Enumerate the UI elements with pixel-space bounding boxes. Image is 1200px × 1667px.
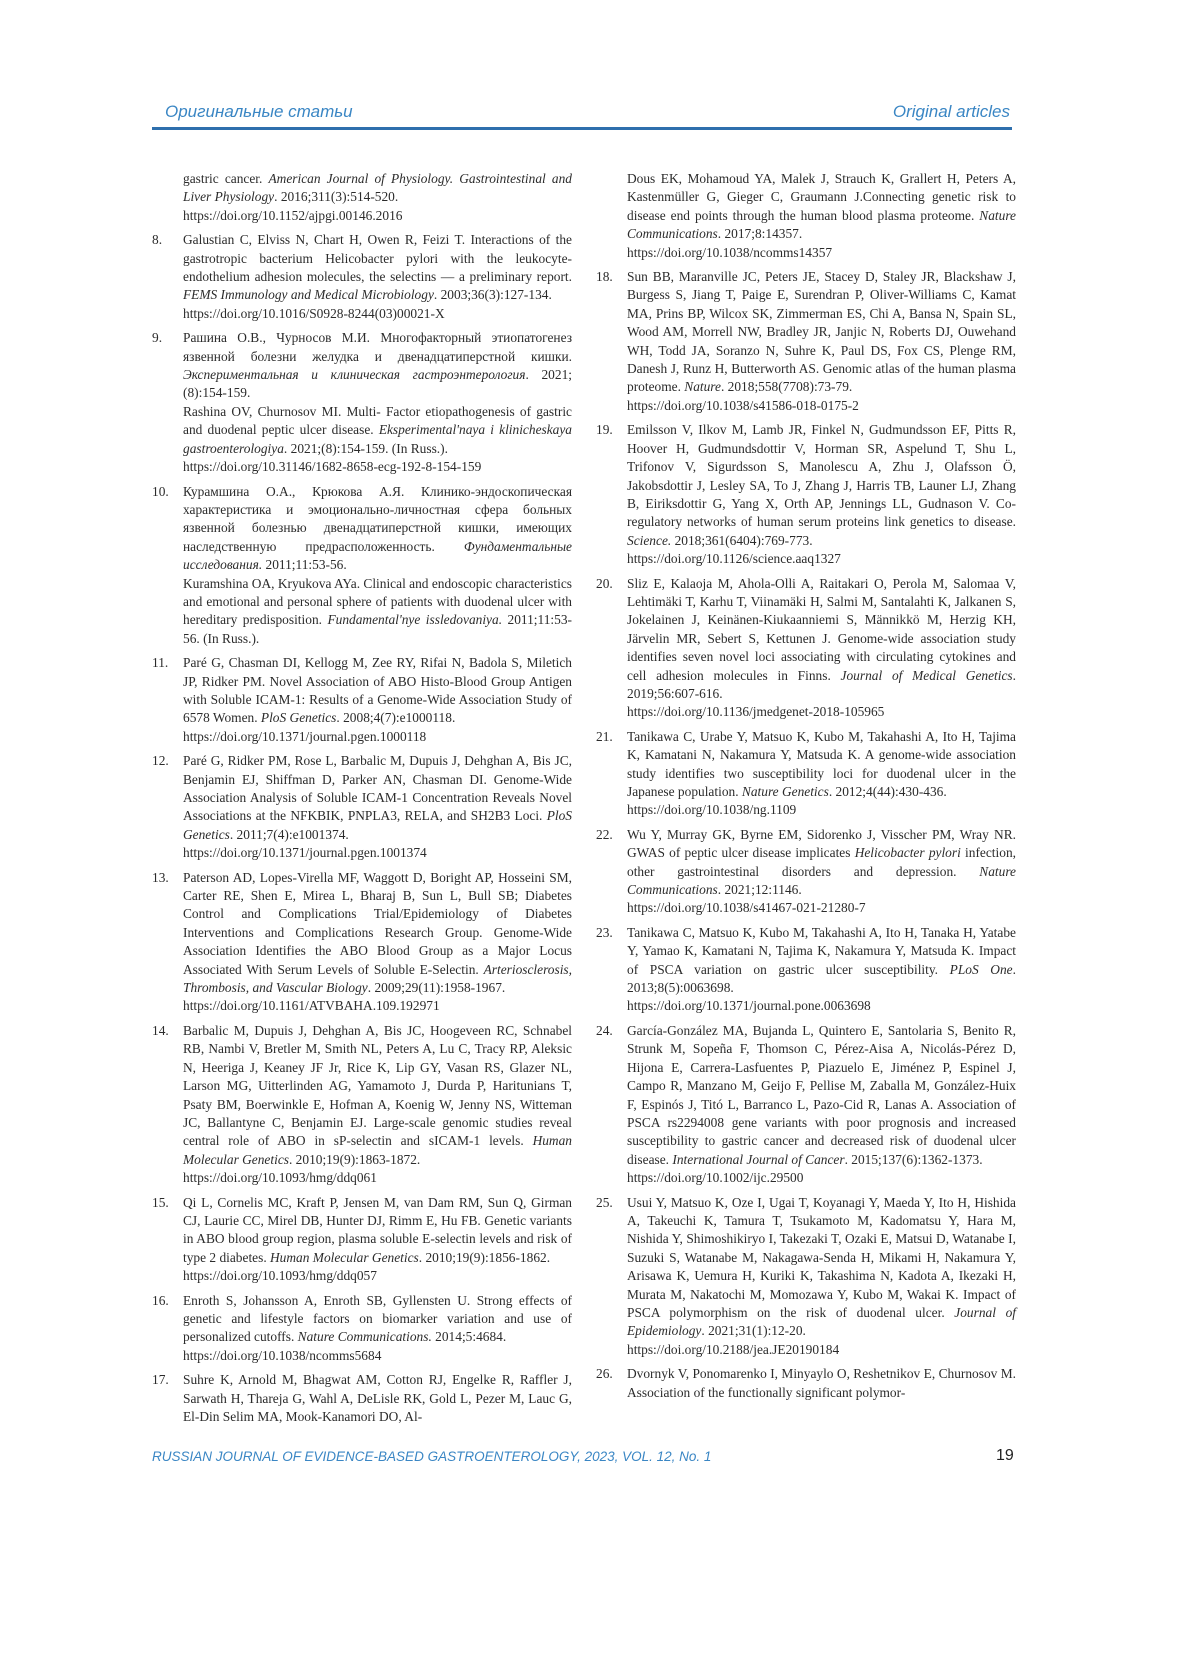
- citation: [183, 1292, 572, 1347]
- doi-link[interactable]: https://doi.org/10.1002/ijc.29500: [627, 1170, 804, 1186]
- reference-number: 19.: [596, 422, 613, 438]
- citation: [183, 575, 572, 649]
- journal-title: PLoS One: [949, 961, 1013, 977]
- reference-item: [152, 1292, 572, 1366]
- journal-title: FEMS Immunology and Medical Microbiology: [183, 287, 434, 303]
- reference-text: [627, 1194, 1016, 1360]
- citation-text: García-González MA, Bujanda L, Quintero E, Santolaria S, Benito R, Strunk M, Sopeña F, Thomson C, Pérez-Aisa A, Nicolás-Pérez D, Hijona E, Carrera-Lasfuentes P, Piazuelo E, Jiménez P, Espinel J, Campo R, Manzano M, Geijo F, Pellise M, Zaballa M, González-Huix F, Espinós J, Titó L, Barranco L, Pazo-Cid R, Lanas A. Association of PSCA rs2294008 gene variants with poor prognosis and increased susceptibility to gastric cancer and decreased risk of duodenal ulcer disease.: [627, 1022, 1016, 1167]
- reference-number: 21.: [596, 728, 613, 744]
- citation: [183, 752, 572, 844]
- reference-number: 8.: [152, 232, 163, 248]
- reference-text: [183, 1022, 572, 1188]
- reference-text: [627, 421, 1016, 568]
- citation: [627, 1194, 1016, 1341]
- journal-title: Фундаментальные исследования.: [183, 538, 572, 573]
- doi-link[interactable]: https://doi.org/10.1016/S0928-8244(03)00021-X: [183, 305, 445, 321]
- reference-item: [596, 924, 1016, 1016]
- reference-item: [152, 654, 572, 746]
- reference-item: [152, 1371, 572, 1426]
- citation-text: Emilsson V, Ilkov M, Lamb JR, Finkel N, Gudmundsson EF, Pitts R, Hoover H, Gudmundsdottir V, Horman SR, Aspelund T, Shu L, Trifonov V, Sigurdsson S, Manolescu A, Zhu J, Olafsson Ö, Jakobsdottir J, Lesley SA, To J, Zhang J, Harris TB, Launer LJ, Zhang B, Eiriksdottir G, Yang X, Orth AP, Jennings LL, Gudnason V. Co-regulatory networks of human serum proteins link genetics to disease.: [627, 422, 1016, 530]
- citation-text: . 2010;19(9):1863-1872.: [288, 1151, 421, 1167]
- citation-text: . 2010;19(9):1856-1862.: [418, 1249, 551, 1265]
- journal-title: Eksperimental'naya i klinicheskaya gastroenterologiya: [183, 422, 573, 456]
- header-divider: [152, 127, 1012, 130]
- citation-text: Kuramshina OA, Kryukova AYa. Clinical and endoscopic characteristics and emotional and personal sphere of patients with duodenal ulcer with hereditary predisposition.: [183, 575, 572, 628]
- citation-text: Enroth S, Johansson A, Enroth SB, Gyllensten U. Strong effects of genetic and lifestyle factors on biomarker variation and use of personalized cutoffs.: [183, 1292, 572, 1345]
- citation-text: Wu Y, Murray GK, Byrne EM, Sidorenko J, Visscher PM, Wray NR. GWAS of peptic ulcer disease implicates: [627, 826, 1016, 861]
- reference-item: [152, 869, 572, 1016]
- page-number: 19: [996, 1447, 1014, 1464]
- journal-title: Journal of Medical Genetics: [840, 667, 1013, 683]
- journal-title: Arteriosclerosis, Thrombosis, and Vascular Biology: [183, 961, 572, 996]
- journal-title: Nature Communications: [627, 207, 1016, 242]
- reference-item: [152, 1194, 572, 1286]
- citation-text: 2014;5:4684.: [431, 1329, 507, 1345]
- reference-item: [152, 231, 572, 323]
- journal-footer: RUSSIAN JOURNAL OF EVIDENCE-BASED GASTROENTEROLOGY, 2023, VOL. 12, No. 1: [152, 1449, 712, 1464]
- reference-text: [183, 654, 572, 746]
- doi-link[interactable]: https://doi.org/10.1371/journal.pgen.1001374: [183, 845, 427, 861]
- citation: [627, 924, 1016, 998]
- journal-title: Human Molecular Genetics: [183, 1133, 572, 1167]
- reference-number: 20.: [596, 575, 613, 591]
- reference-number: 14.: [152, 1022, 169, 1038]
- citation-text: . 2011;7(4):e1001374.: [229, 826, 349, 842]
- reference-text: [183, 869, 572, 1016]
- citation-text: Tanikawa C, Matsuo K, Kubo M, Takahashi A, Ito H, Tanaka H, Yatabe Y, Yamao K, Kamatani N, Tajima K, Nakamura Y, Matsuda K. Impact of PSCA variation on gastric ulcer susceptibility.: [627, 924, 1016, 977]
- citation-text: Dous EK, Mohamoud YA, Malek J, Strauch K, Grallert H, Peters A, Kastenmüller G, Gieger C, Graumann J.Connecting genetic risk to disease end points through the human blood plasma proteome.: [627, 171, 1016, 223]
- reference-number: 17.: [152, 1372, 169, 1388]
- doi-link[interactable]: https://doi.org/10.1038/ncomms14357: [627, 244, 833, 260]
- citation-text: . 2012;4(44):430-436.: [828, 784, 947, 799]
- citation: [627, 1365, 1016, 1402]
- citation: [627, 1022, 1016, 1169]
- doi-link[interactable]: https://doi.org/10.1038/ng.1109: [627, 802, 797, 818]
- journal-title: Nature Genetics: [741, 784, 829, 799]
- reference-text: [183, 170, 572, 225]
- citation-text: Рашина О.В., Чурносов М.И. Многофакторный этиопатогенез язвенной болезни желудка и двенадцатиперстной кишки.: [183, 330, 572, 364]
- journal-title: Human Molecular Genetics: [270, 1249, 419, 1265]
- section-title-en: Original articles: [892, 102, 1010, 121]
- journal-title: PloS Genetics: [260, 710, 337, 726]
- doi-link[interactable]: https://doi.org/10.1152/ajpgi.00146.2016: [183, 207, 403, 223]
- citation-text: . 2013;8(5):0063698.: [627, 961, 1016, 996]
- doi-link[interactable]: https://doi.org/10.2188/jea.JE20190184: [627, 1341, 840, 1357]
- section-title-ru: Оригинальные статьи: [165, 102, 353, 121]
- reference-text: [183, 231, 572, 323]
- doi-link[interactable]: https://doi.org/10.1093/hmg/ddq057: [183, 1268, 377, 1284]
- citation-text: Suhre K, Arnold M, Bhagwat AM, Cotton RJ, Engelke R, Raffler J, Sarwath H, Thareja G, Wahl A, DeLisle RK, Gold L, Pezer M, Lauc G, El-Din Selim MA, Mook-Kanamori DO, Al-: [183, 1372, 572, 1424]
- reference-text: [627, 826, 1016, 918]
- reference-text: [627, 728, 1016, 820]
- citation-text: Galustian C, Elviss N, Chart H, Owen R, Feizi T. Interactions of the gastrotropic bacterium Helicobacter pylori with the leukocyte-endothelium adhesion molecules, the selectins — a preliminary report.: [183, 232, 572, 285]
- reference-text: [183, 329, 572, 476]
- doi-link[interactable]: https://doi.org/10.1038/s41467-021-21280-7: [627, 900, 866, 916]
- reference-number: 25.: [596, 1194, 613, 1210]
- citation: [183, 231, 572, 305]
- citation-text: 2018;361(6404):769-773.: [671, 532, 813, 548]
- citation: [183, 170, 572, 207]
- citation: [183, 1371, 572, 1426]
- reference-text: [183, 752, 572, 862]
- citation-text: . 2017;8:14357.: [717, 226, 803, 242]
- doi-link[interactable]: https://doi.org/10.1038/s41586-018-0175-2: [627, 397, 859, 413]
- reference-text: [183, 1371, 572, 1426]
- doi-link[interactable]: https://doi.org/10.1038/ncomms5684: [183, 1347, 382, 1363]
- reference-number: 24.: [596, 1022, 613, 1038]
- citation-text: . 2003;36(3):127-134.: [433, 287, 552, 303]
- reference-number: 15.: [152, 1194, 169, 1210]
- citation-text: Dvornyk V, Ponomarenko I, Minyaylo O, Reshetnikov E, Churnosov M. Association of the functionally significant polymor-: [627, 1366, 1016, 1400]
- citation: [183, 329, 572, 403]
- citation-text: . 2015;137(6):1362-1373.: [844, 1151, 983, 1167]
- doi-link[interactable]: https://doi.org/10.1136/jmedgenet-2018-105965: [627, 704, 885, 720]
- reference-text: [627, 1022, 1016, 1188]
- doi-link[interactable]: https://doi.org/10.1093/hmg/ddq061: [183, 1170, 377, 1186]
- reference-number: 10.: [152, 483, 169, 499]
- citation: [627, 826, 1016, 900]
- citation: [183, 1022, 572, 1169]
- citation: [183, 403, 572, 458]
- journal-title: Science.: [627, 532, 672, 548]
- reference-text: [627, 575, 1016, 722]
- reference-item: [152, 483, 572, 649]
- reference-text: [627, 1365, 1016, 1402]
- journal-title: Nature Communications.: [297, 1329, 432, 1345]
- citation-text: . 2021;(8):154-159.: [183, 367, 572, 401]
- reference-number: 9.: [152, 330, 163, 346]
- citation: [627, 575, 1016, 704]
- journal-title: American Journal of Physiology. Gastrointestinal and Liver Physiology: [183, 171, 572, 205]
- citation-text: Tanikawa C, Urabe Y, Matsuo K, Kubo M, Takahashi A, Ito H, Tajima K, Kamatani N, Nakamura Y, Matsuda K. A genome-wide association study identifies two susceptibility loci for duodenal ulcer in the Japanese population.: [627, 728, 1016, 799]
- citation: [627, 170, 1016, 244]
- reference-item: [152, 752, 572, 862]
- reference-number: 22.: [596, 826, 613, 842]
- citation-text: . 2008;4(7):e1000118.: [336, 710, 456, 726]
- citation-text: 2011;11:53-56.: [262, 557, 347, 573]
- reference-item: [596, 268, 1016, 415]
- doi-link[interactable]: https://doi.org/10.1161/ATVBAHA.109.192971: [183, 998, 440, 1014]
- journal-title: International Journal of Cancer: [672, 1151, 845, 1167]
- reference-number: 13.: [152, 869, 169, 885]
- reference-item: [596, 421, 1016, 568]
- reference-column-left: [152, 170, 572, 1432]
- reference-text: [183, 483, 572, 649]
- journal-title: Journal of Epidemiology: [627, 1304, 1016, 1339]
- citation-text: Sun BB, Maranville JC, Peters JE, Stacey D, Staley JR, Blackshaw J, Burgess S, Jiang T, Paige E, Surendran P, Oliver-Williams C, Kamat MA, Prins BP, Wilcox SK, Zimmerman ES, Chi A, Bansa N, Spain SL, Wood AM, Morrell NW, Bradley JR, Janjic N, Roberts DJ, Ouwehand WH, Todd JA, Soranzo N, Suhre K, Paul DS, Fox CS, Plenge RM, Danesh J, Runz H, Butterworth AS. Genomic atlas of the human plasma proteome.: [627, 269, 1016, 395]
- citation-text: . 2021;(8):154-159. (In Russ.).: [283, 440, 448, 456]
- reference-item: [152, 170, 572, 225]
- citation-text: Barbalic M, Dupuis J, Dehghan A, Bis JC, Hoogeveen RC, Schnabel RB, Nambi V, Bretler M, Smith NL, Peters A, Lu C, Tracy RP, Aleksic N, Heeriga J, Keaney JF Jr, Rice K, Lip GY, Vasan RS, Glazer NL, Larson MG, Uitterlinden AG, Yamamoto J, Durda P, Haritunians T, Psaty BM, Boerwinkle E, Hofman A, Koenig W, Jenny NS, Witteman JC, Ballantyne C, Benjamin EJ. Large-scale genomic studies reveal central role of ABO in sP-selectin and sICAM-1 levels.: [183, 1022, 572, 1149]
- reference-item: [596, 826, 1016, 918]
- reference-text: [627, 268, 1016, 415]
- reference-item: [152, 1022, 572, 1188]
- citation-text: . 2021;31(1):12-20.: [701, 1323, 806, 1339]
- citation-text: Qi L, Cornelis MC, Kraft P, Jensen M, van Dam RM, Sun Q, Girman CJ, Laurie CC, Mirel DB, Hunter DJ, Rimm E, Hu FB. Genetic variants in ABO blood group region, plasma soluble E-selectin levels and risk of type 2 diabetes.: [183, 1194, 572, 1265]
- reference-number: 16.: [152, 1292, 169, 1308]
- reference-text: [627, 170, 1016, 262]
- citation: [627, 268, 1016, 397]
- citation-text: Usui Y, Matsuo K, Oze I, Ugai T, Koyanagi Y, Maeda Y, Ito H, Hishida A, Takeuchi K, Tamura T, Tsukamoto M, Kadomatsu Y, Hara M, Nishida Y, Shimoshikiryo I, Takezaki T, Ozaki E, Matsui D, Watanabe I, Suzuki S, Watanabe M, Nakagawa-Senda H, Mikami H, Nakamura Y, Arisawa K, Uemura H, Kuriki K, Takashima N, Kadota A, Ikezaki H, Murata M, Nakatochi M, Momozawa Y, Kubo M, Wakai K. Impact of PSCA polymorphism on the risk of duodenal ulcer.: [627, 1194, 1016, 1320]
- citation-text: Paré G, Chasman DI, Kellogg M, Zee RY, Rifai N, Badola S, Miletich JP, Ridker PM. Novel Association of ABO Histo-Blood Group Antigen with Soluble ICAM-1: Results of a Genome-Wide Association Study of 6578 Women.: [183, 655, 572, 726]
- citation-text: . 2019;56:607-616.: [627, 667, 1016, 701]
- reference-column-right: [596, 170, 1016, 1408]
- reference-text: [627, 924, 1016, 1016]
- journal-title: PloS Genetics: [183, 808, 572, 842]
- citation-text: Paterson AD, Lopes-Virella MF, Waggott D, Boright AP, Hosseini SM, Carter RE, Shen E, Mirea L, Bharaj B, Sun L, Bull SB; Diabetes Control and Complications Trial/Epidemiology of Diabetes Interventions and Complications Research Group. Genome-Wide Association Identifies the ABO Blood Group as a Major Locus Associated With Serum Levels of Soluble E-Selectin.: [183, 869, 572, 977]
- reference-item: [152, 329, 572, 476]
- reference-number: 12.: [152, 753, 169, 769]
- doi-link[interactable]: https://doi.org/10.31146/1682-8658-ecg-192-8-154-159: [183, 459, 482, 475]
- reference-number: 11.: [152, 655, 169, 671]
- reference-item: [596, 1194, 1016, 1360]
- reference-number: 23.: [596, 924, 613, 940]
- reference-number: 18.: [596, 269, 613, 285]
- reference-item: [596, 728, 1016, 820]
- doi-link[interactable]: https://doi.org/10.1371/journal.pgen.1000118: [183, 728, 427, 744]
- citation-text: Rashina OV, Churnosov MI. Multi- Factor etiopathogenesis of gastric and duodenal peptic ulcer disease.: [183, 403, 572, 438]
- citation-text: infection, other gastrointestinal disorders and depression.: [627, 845, 1016, 879]
- citation-text: . 2018;558(7708):73-79.: [720, 379, 853, 395]
- reference-text: [183, 1292, 572, 1366]
- doi-link[interactable]: https://doi.org/10.1126/science.aaq1327: [627, 551, 841, 567]
- reference-item: [596, 1022, 1016, 1188]
- citation-text: . 2021;12:1146.: [717, 882, 802, 898]
- citation-text: Курамшина О.А., Крюкова А.Я. Клинико-эндоскопическая характеристика и эмоционально-личностная сфера больных язвенной болезнью двенадцатиперстной кишки, имеющих наследственную предрасположенность.: [183, 483, 572, 554]
- reference-item: [596, 1365, 1016, 1402]
- journal-title: Экспериментальная и клиническая гастроэнтерология: [183, 367, 526, 383]
- citation-text: Paré G, Ridker PM, Rose L, Barbalic M, Dupuis J, Dehghan A, Bis JC, Benjamin EJ, Shiffman D, Parker AN, Chasman DI. Genome-Wide Association Analysis of Soluble ICAM-1 Concentration Reveals Novel Associations at the NFKBIK, PNPLA3, RELA, and SH2B3 Loci.: [183, 753, 572, 824]
- reference-number: 26.: [596, 1366, 613, 1382]
- citation: [627, 728, 1016, 802]
- citation: [627, 421, 1016, 550]
- citation-text: gastric cancer.: [183, 171, 269, 186]
- reference-item: [596, 170, 1016, 262]
- citation: [183, 1194, 572, 1268]
- reference-text: [183, 1194, 572, 1286]
- journal-title: Nature Communications: [627, 863, 1016, 898]
- citation-text: . 2009;29(11):1958-1967.: [367, 980, 506, 996]
- journal-title: Helicobacter pylori: [854, 845, 961, 861]
- journal-title: Nature: [684, 379, 721, 395]
- reference-item: [596, 575, 1016, 722]
- citation: [183, 869, 572, 998]
- citation-text: 2011;11:53-56. (In Russ.).: [183, 612, 572, 646]
- journal-title: Fundamental'nye issledovaniya.: [327, 612, 503, 628]
- doi-link[interactable]: https://doi.org/10.1371/journal.pone.0063698: [627, 998, 871, 1014]
- citation-text: Sliz E, Kalaoja M, Ahola-Olli A, Raitakari O, Perola M, Salomaa V, Lehtimäki T, Karhu T, Viinamäki H, Salmi M, Santalahti K, Jalkanen S, Jokelainen J, Keinänen-Kiukaanniemi S, Männikkö M, Herzig KH, Järvelin MR, Sebert S, Kettunen J. Genome-wide association study identifies seven novel loci associating with circulating cytokines and cell adhesion molecules in Finns.: [627, 575, 1016, 683]
- citation: [183, 654, 572, 728]
- citation-text: . 2016;311(3):514-520.: [274, 189, 399, 205]
- citation: [183, 483, 572, 575]
